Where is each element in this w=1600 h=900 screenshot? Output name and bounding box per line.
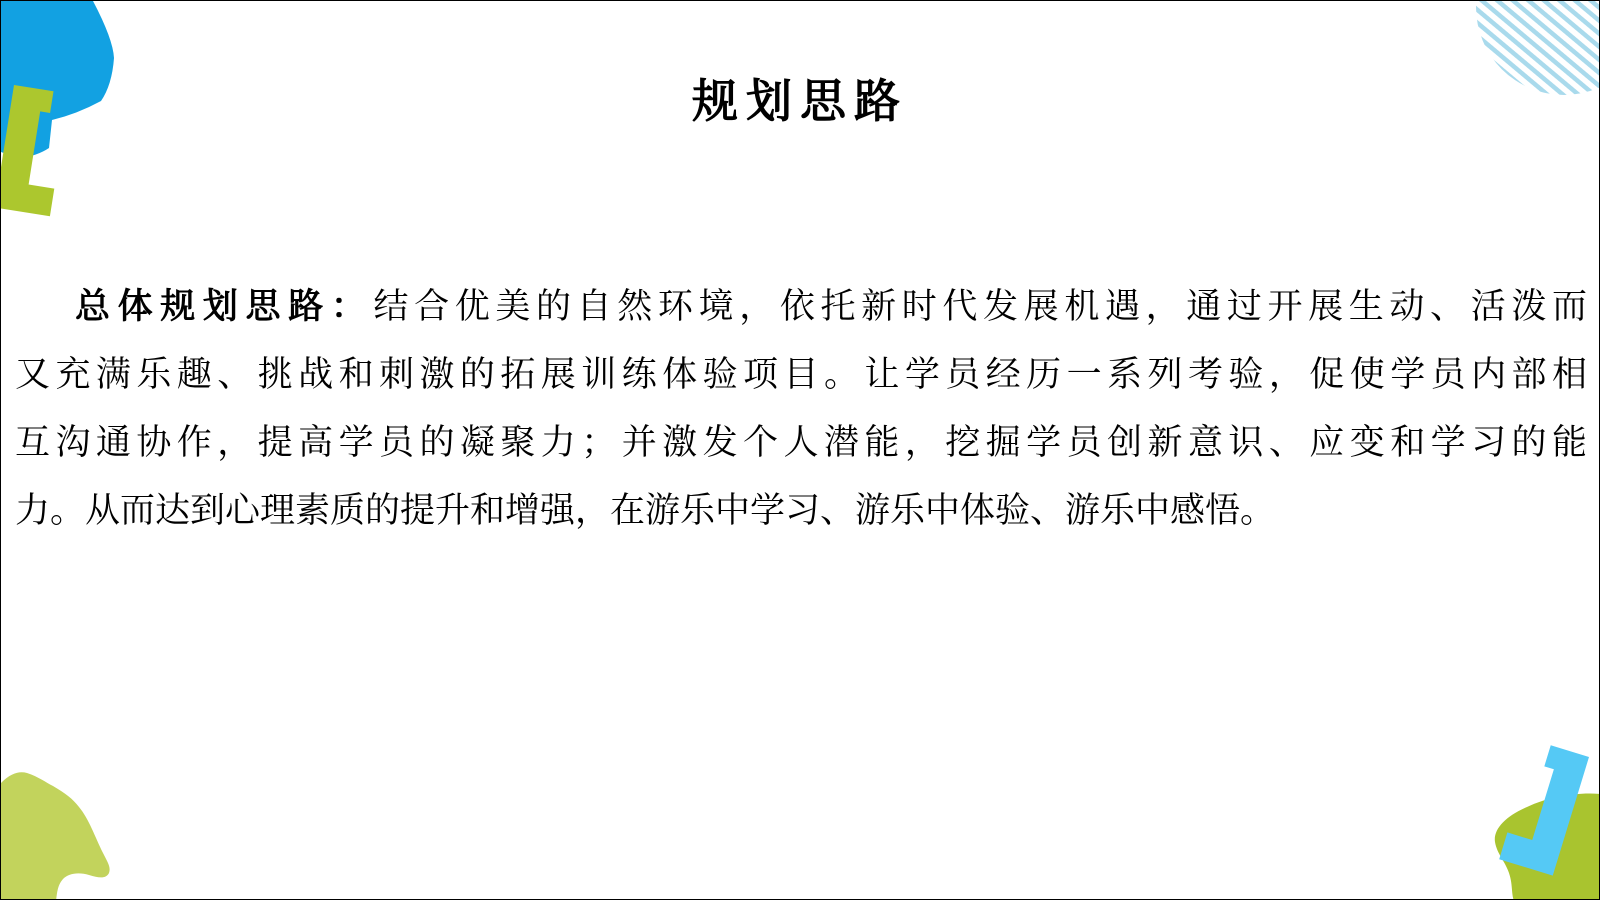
body-line-3-text: 互沟通协作，提高学员的凝聚力；并激发个人潜能，挖掘学员创新意识、应变和学习的能 bbox=[15, 423, 1587, 462]
body-line-4 bbox=[15, 477, 1587, 545]
bottom-right-blob-shape bbox=[1495, 794, 1600, 900]
bottom-left-blob-shape bbox=[1, 772, 110, 900]
body-line-3 bbox=[15, 409, 1587, 477]
body-line-2 bbox=[15, 341, 1587, 409]
body-line-4-text: 力。从而达到心理素质的提升和增强，在游乐中学习、游乐中体验、游乐中感悟。 bbox=[15, 491, 1276, 530]
slide-title: 规划思路 bbox=[692, 76, 908, 127]
body-paragraph bbox=[15, 273, 1587, 545]
body-line-1 bbox=[15, 273, 1587, 341]
bottom-right-bracket-shape bbox=[1499, 741, 1589, 876]
body-lead-label: 总体规划思路： bbox=[75, 287, 374, 326]
body-line-1-text: 结合优美的自然环境，依托新时代发展机遇，通过开展生动、活泼而 bbox=[373, 287, 1587, 326]
body-line-2-text: 又充满乐趣、挑战和刺激的拓展训练体验项目。让学员经历一系列考验，促使学员内部相 bbox=[15, 355, 1587, 394]
